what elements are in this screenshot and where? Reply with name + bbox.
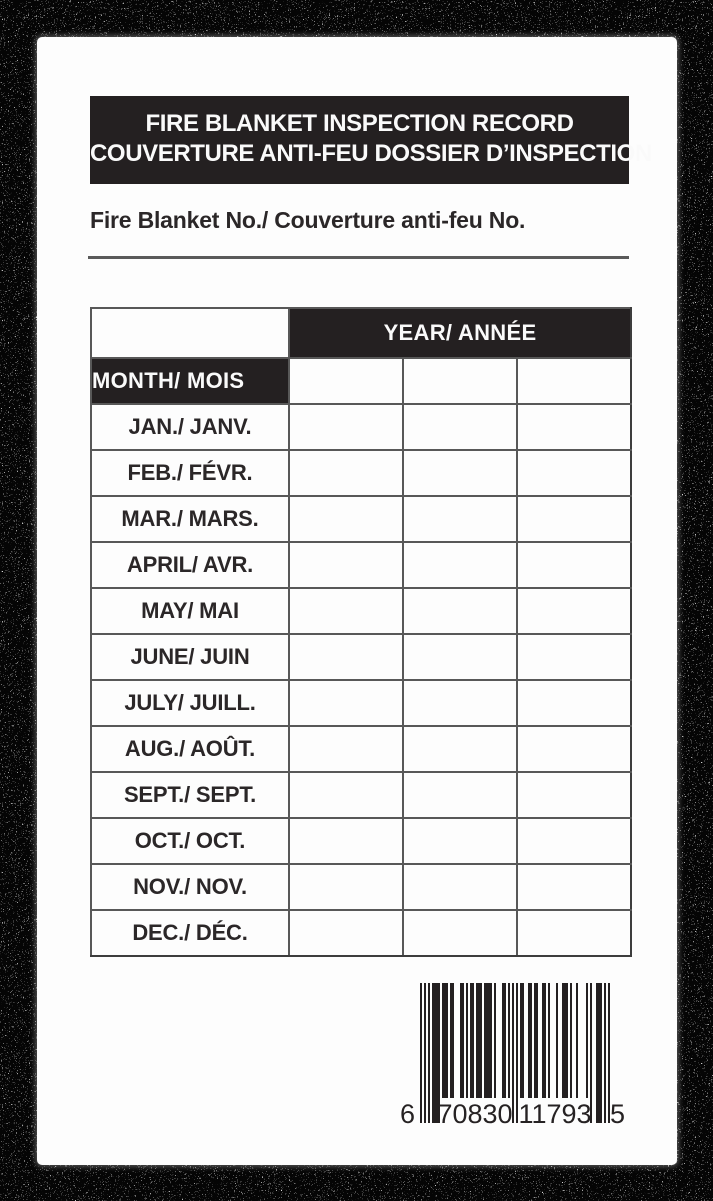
inspection-entry-cell [517, 634, 631, 680]
inspection-entry-cell [289, 450, 403, 496]
inspection-entry-cell [517, 496, 631, 542]
month-label-cell: SEPT./ SEPT. [91, 772, 289, 818]
month-row [91, 404, 631, 450]
inspection-entry-cell [403, 542, 517, 588]
inspection-record-card [37, 37, 677, 1165]
inspection-table [90, 307, 632, 957]
inspection-entry-cell [289, 910, 403, 956]
month-label-cell: MAR./ MARS. [91, 496, 289, 542]
inspection-entry-cell [403, 910, 517, 956]
inspection-entry-cell [289, 404, 403, 450]
month-label-cell: DEC./ DÉC. [91, 910, 289, 956]
month-row [91, 864, 631, 910]
inspection-entry-cell [403, 496, 517, 542]
inspection-entry-cell [403, 588, 517, 634]
inspection-entry-cell [289, 680, 403, 726]
inspection-entry-cell [517, 542, 631, 588]
inspection-entry-cell [517, 910, 631, 956]
inspection-entry-cell [517, 864, 631, 910]
title-line-french: COUVERTURE ANTI-FEU DOSSIER D’INSPECTION [90, 140, 652, 167]
month-label-cell: OCT./ OCT. [91, 818, 289, 864]
inspection-entry-cell [517, 404, 631, 450]
inspection-entry-cell [289, 818, 403, 864]
upc-barcode [397, 983, 647, 1138]
month-row [91, 450, 631, 496]
inspection-entry-cell [289, 634, 403, 680]
title-line-english: FIRE BLANKET INSPECTION RECORD [145, 110, 574, 137]
month-label-cell: JULY/ JUILL. [91, 680, 289, 726]
month-label-cell: AUG./ AOÛT. [91, 726, 289, 772]
inspection-entry-cell [517, 726, 631, 772]
year-column-header: YEAR/ ANNÉE [289, 308, 631, 358]
inspection-entry-cell [289, 864, 403, 910]
year-entry-cell [403, 358, 517, 404]
barcode-digit-right-group: 11793 [518, 1099, 592, 1129]
blanket-number-fill-line [88, 256, 629, 259]
month-row [91, 588, 631, 634]
month-row [91, 680, 631, 726]
inspection-entry-cell [289, 726, 403, 772]
month-column-header: MONTH/ MOIS [91, 358, 289, 404]
month-row [91, 542, 631, 588]
barcode-digit-left-group: 70830 [437, 1099, 513, 1129]
inspection-entry-cell [403, 680, 517, 726]
year-entry-cell [289, 358, 403, 404]
barcode-digit-check: 5 [610, 1099, 626, 1129]
month-row [91, 818, 631, 864]
inspection-entry-cell [517, 818, 631, 864]
barcode-digit-system: 6 [400, 1099, 416, 1129]
inspection-entry-cell [517, 772, 631, 818]
month-label-cell: JUNE/ JUIN [91, 634, 289, 680]
inspection-entry-cell [403, 404, 517, 450]
month-row [91, 634, 631, 680]
inspection-entry-cell [403, 726, 517, 772]
month-label-cell: MAY/ MAI [91, 588, 289, 634]
inspection-entry-cell [289, 588, 403, 634]
month-label-cell: FEB./ FÉVR. [91, 450, 289, 496]
year-entry-cell [517, 358, 631, 404]
month-row [91, 496, 631, 542]
month-header-row [91, 358, 631, 404]
year-header-row [91, 308, 631, 358]
inspection-entry-cell [403, 772, 517, 818]
inspection-entry-cell [403, 818, 517, 864]
inspection-entry-cell [517, 450, 631, 496]
month-row [91, 772, 631, 818]
inspection-entry-cell [289, 542, 403, 588]
month-row [91, 726, 631, 772]
inspection-entry-cell [517, 680, 631, 726]
inspection-entry-cell [289, 772, 403, 818]
blanket-number-label: Fire Blanket No./ Couverture anti-feu No. [90, 207, 526, 233]
inspection-entry-cell [517, 588, 631, 634]
inspection-entry-cell [403, 450, 517, 496]
month-label-cell: NOV./ NOV. [91, 864, 289, 910]
month-row [91, 910, 631, 956]
inspection-entry-cell [289, 496, 403, 542]
inspection-entry-cell [403, 864, 517, 910]
inspection-entry-cell [403, 634, 517, 680]
title-banner [90, 96, 652, 184]
month-label-cell: JAN./ JANV. [91, 404, 289, 450]
month-label-cell: APRIL/ AVR. [91, 542, 289, 588]
table-corner-spacer [91, 308, 289, 358]
